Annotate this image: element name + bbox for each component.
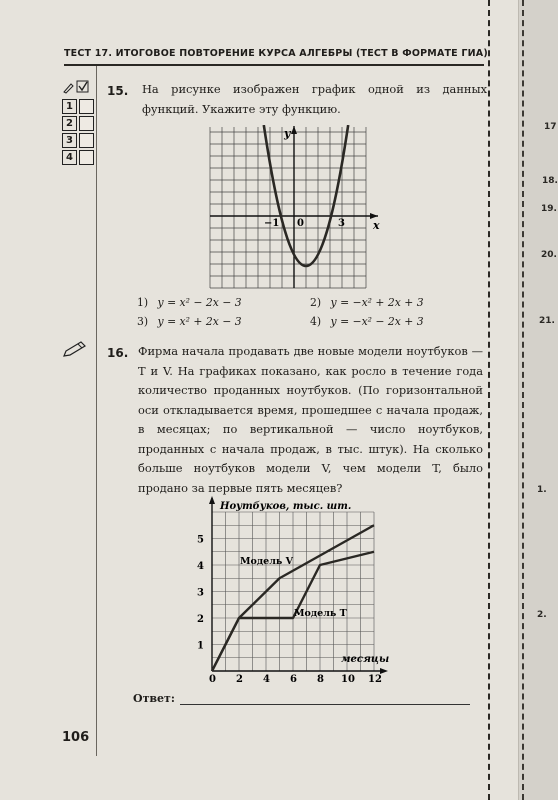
pencil-check-icon	[62, 80, 92, 94]
chart-x-title: месяцы	[341, 654, 390, 665]
adjacent-page-strip	[518, 0, 558, 800]
answer-option-row[interactable]	[62, 116, 94, 132]
margin-divider	[96, 66, 97, 756]
tick-label: 0	[297, 218, 304, 229]
cut-line	[488, 0, 490, 800]
pencil-icon	[62, 340, 88, 358]
option-4[interactable]	[310, 315, 424, 328]
adjacent-question-number: 19.	[541, 204, 557, 214]
graph-grid	[210, 127, 366, 288]
adjacent-question-number: 18.	[542, 176, 558, 186]
adjacent-question-number: 20.	[541, 250, 557, 260]
option-number: 4	[62, 150, 77, 165]
option-number: 4)	[310, 315, 322, 328]
x-tick-label: 2	[236, 674, 243, 682]
x-axis-label: x	[373, 219, 380, 232]
answer-input-line[interactable]	[180, 704, 470, 705]
answer-option-row[interactable]	[62, 133, 94, 149]
cut-line-2	[522, 0, 524, 800]
option-3[interactable]	[137, 315, 242, 328]
question-15-text: На рисунке изображен график одной из данных функций. Укажите эту функцию.	[142, 82, 487, 116]
adjacent-question-number: 21.	[539, 316, 555, 326]
answer-option-row[interactable]	[62, 99, 94, 115]
answer-checkbox[interactable]	[79, 116, 94, 131]
page-header: ТЕСТ 17. ИТОГОВОЕ ПОВТОРЕНИЕ КУРСА АЛГЕБРЫ (ТЕСТ В ФОРМАТЕ ГИА)	[64, 48, 488, 59]
option-formula: y = −x² + 2x + 3	[330, 296, 424, 309]
option-1[interactable]	[137, 296, 242, 309]
series-label-t: Модель T	[294, 608, 347, 619]
option-number: 1	[62, 99, 77, 114]
adjacent-question-number: 2.	[537, 610, 547, 620]
answer-checkbox[interactable]	[79, 133, 94, 148]
adjacent-question-number: 1.	[537, 485, 547, 495]
chart-grid	[212, 512, 374, 671]
option-number: 1)	[137, 296, 149, 309]
question-16-number: 16.	[107, 346, 129, 360]
option-formula: y = x² + 2x − 3	[157, 315, 242, 328]
tick-label: 3	[338, 218, 345, 229]
answer-checkbox[interactable]	[79, 150, 94, 165]
y-axis-label: y	[284, 127, 291, 140]
parabola-graph	[208, 125, 386, 290]
adjacent-question-number: 17	[544, 122, 557, 132]
question-16-text: Фирма начала продавать две новые модели ноутбуков — T и V. На графиках показано, как росло в течение года количество проданных ноутбуков. (По горизонтальной оси откладывается время, прошедшее с начала продаж, в месяцах; по вертикальной — число ноутбуков, проданных с начала продаж, в тыс. штук). На сколько больше ноутбуков модели V, чем модели T, было продано за первые пять месяцев?	[138, 344, 483, 495]
answer-label: Ответ:	[133, 692, 175, 705]
question-15-number: 15.	[107, 84, 129, 98]
y-tick-label: 4	[197, 561, 204, 572]
series-label-v: Модель V	[240, 556, 294, 567]
page-number: 106	[62, 730, 90, 745]
y-tick-label: 2	[197, 614, 204, 625]
chart-y-title: Ноутбуков, тыс. шт.	[220, 501, 352, 512]
x-tick-label: 4	[263, 674, 270, 682]
sales-line-chart	[195, 492, 395, 682]
y-tick-label: 5	[197, 534, 204, 546]
x-tick-label: 12	[368, 674, 382, 682]
option-number: 2)	[310, 296, 322, 309]
y-axis-arrow	[291, 126, 297, 134]
x-tick-label: 0	[209, 674, 216, 682]
header-divider	[64, 64, 484, 66]
x-tick-label: 6	[290, 674, 297, 682]
tick-label: −1	[264, 218, 280, 229]
option-2[interactable]	[310, 296, 424, 309]
option-formula: y = −x² − 2x + 3	[330, 315, 424, 328]
y-tick-label: 1	[197, 640, 204, 652]
x-tick-label: 10	[341, 674, 355, 682]
answer-checkboxes	[62, 80, 94, 167]
option-number: 2	[62, 116, 77, 131]
chart-y-axis-arrow	[209, 496, 215, 504]
option-formula: y = x² − 2x − 3	[157, 296, 242, 309]
option-number: 3	[62, 133, 77, 148]
option-number: 3)	[137, 315, 149, 328]
answer-option-row[interactable]	[62, 150, 94, 166]
answer-checkbox[interactable]	[79, 99, 94, 114]
x-tick-label: 8	[317, 674, 324, 682]
y-tick-label: 3	[197, 587, 204, 599]
